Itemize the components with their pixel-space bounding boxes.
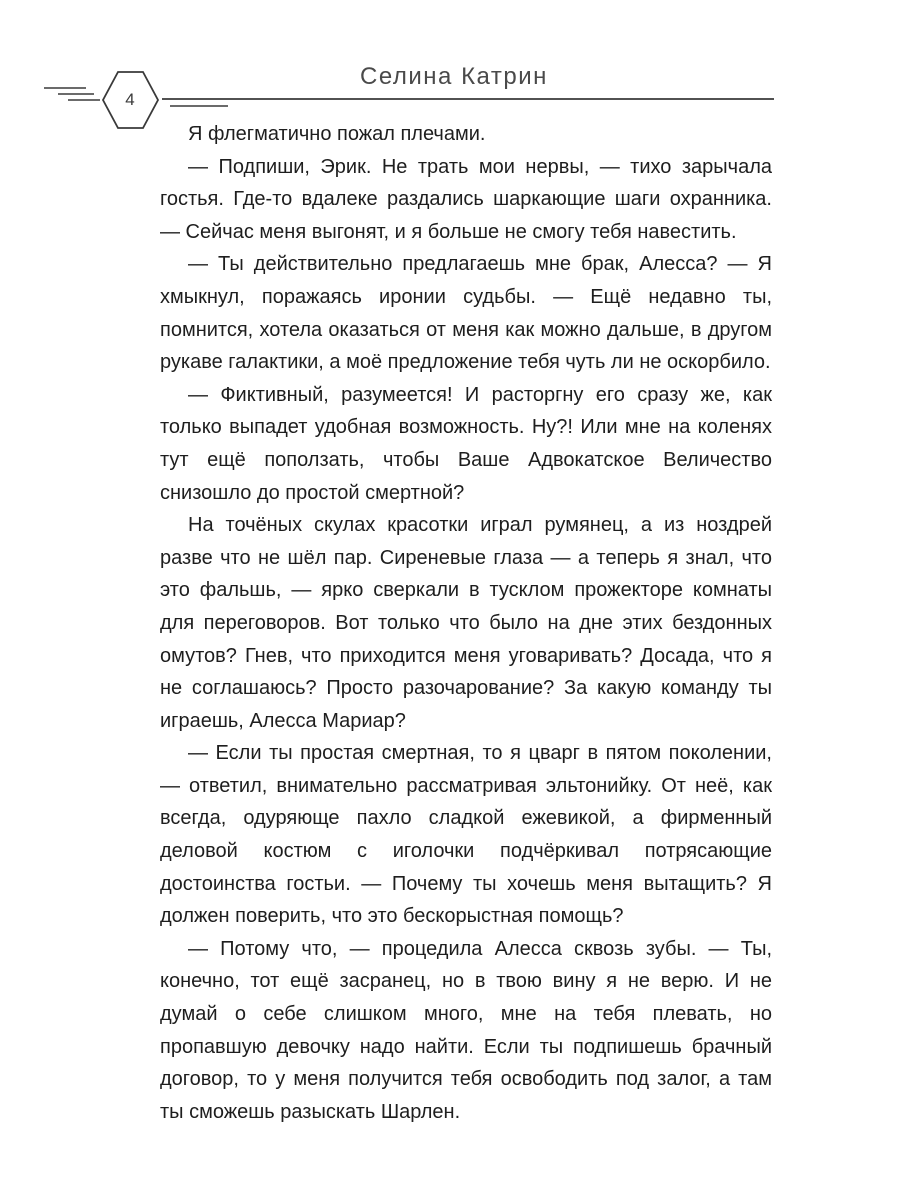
paragraph: — Если ты простая смертная, то я цварг в пятом поколении, — ответил, внимательно рассматривая эльтонийку. От неё, как всегда, одуряюще пахло сладкой ежевикой, а фирменный деловой костюм с иголочки подчёркивал потрясающие достоинства гостьи. — Почему ты хочешь меня вытащить? Я должен поверить, что это бескорыстная помощь? [160,742,772,928]
running-header-author: Селина Катрин [360,63,548,90]
paragraph: — Ты действительно предлагаешь мне брак, Алесса? — Я хмыкнул, поражаясь иронии судьбы. — Ещё недавно ты, помнится, хотела оказаться от меня как можно дальше, в другом рукаве галактики, а моё предложение тебя чуть ли не оскорбило. [160,253,772,374]
body-text [160,118,772,1128]
paragraph: — Фиктивный, разумеется! И расторгну его сразу же, как только выпадет удобная возможность. Ну?! Или мне на коленях тут ещё поползать, чтобы Ваше Адвокатское Величество снизошло до простой смертной? [160,383,772,504]
page-number: 4 [125,90,135,109]
paragraph: На точёных скулах красотки играл румянец, а из ноздрей разве что не шёл пар. Сиреневые глаза — а теперь я знал, что это фальшь, — ярко сверкали в тусклом прожекторе комнаты для переговоров. Вот только что было на дне этих бездонных омутов? Гнев, что приходится меня уговаривать? Досада, что я не соглашаюсь? Просто разочарование? За какую команду ты играешь, Алесса Мариар? [160,514,772,732]
paragraph: — Потому что, — процедила Алесса сквозь зубы. — Ты, конечно, тот ещё засранец, но в твою вину я не верю. И не думай о себе слишком много, мне на тебя плевать, но пропавшую девочку надо найти. Если ты подпишешь брачный договор, то у меня получится тебя освободить под залог, а там ты сможешь разыскать Шарлен. [160,937,772,1123]
paragraph: — Подпиши, Эрик. Не трать мои нервы, — тихо зарычала гостья. Где-то вдалеке раздались шаркающие шаги охранника. — Сейчас меня выгонят, и я больше не смогу тебя навестить. [160,155,772,243]
paragraph: Я флегматично пожал плечами. [188,123,486,145]
